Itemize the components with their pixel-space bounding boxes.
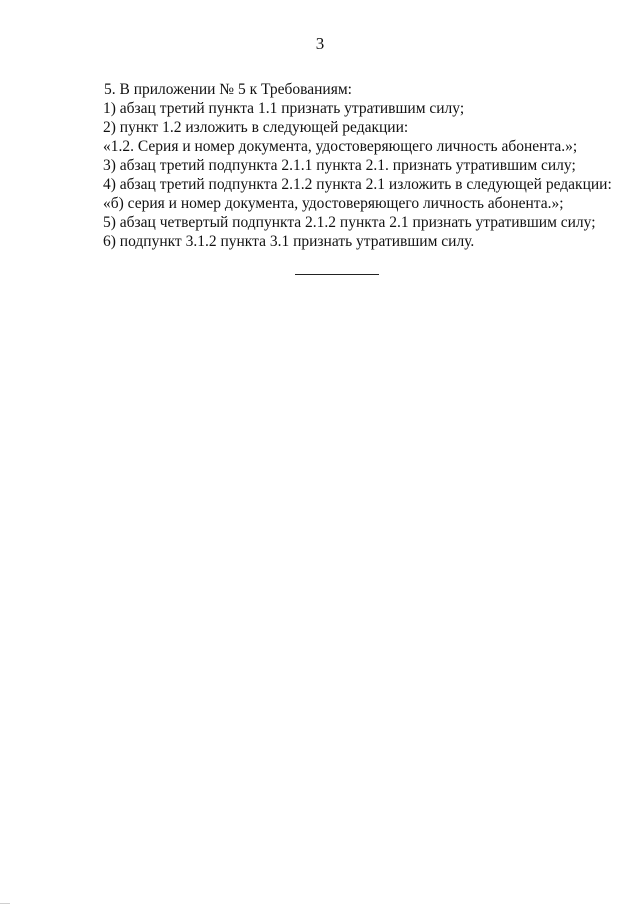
- separator-line: [295, 274, 379, 275]
- list-item: 6) подпункт 3.1.2 пункта 3.1 признать утратившим силу.: [103, 233, 475, 250]
- list-item: 2) пункт 1.2 изложить в следующей редакции:: [103, 119, 409, 136]
- list-item: 3) абзац третий подпункта 2.1.1 пункта 2.1. признать утратившим силу;: [103, 157, 576, 174]
- section-heading: 5. В приложении № 5 к Требованиям:: [104, 81, 352, 98]
- quoted-text: «1.2. Серия и номер документа, удостоверяющего личность абонента.»;: [103, 138, 578, 155]
- scan-edge-mark: [0, 903, 10, 917]
- list-item: 5) абзац четвертый подпункта 2.1.2 пункта 2.1 признать утратившим силу;: [103, 214, 596, 231]
- list-item: 1) абзац третий пункта 1.1 признать утратившим силу;: [103, 100, 465, 117]
- quoted-text: «б) серия и номер документа, удостоверяющего личность абонента.»;: [103, 195, 564, 212]
- document-body: [103, 80, 612, 251]
- page-number: 3: [315, 34, 325, 53]
- list-item: 4) абзац третий подпункта 2.1.2 пункта 2.1 изложить в следующей редакции:: [103, 176, 612, 193]
